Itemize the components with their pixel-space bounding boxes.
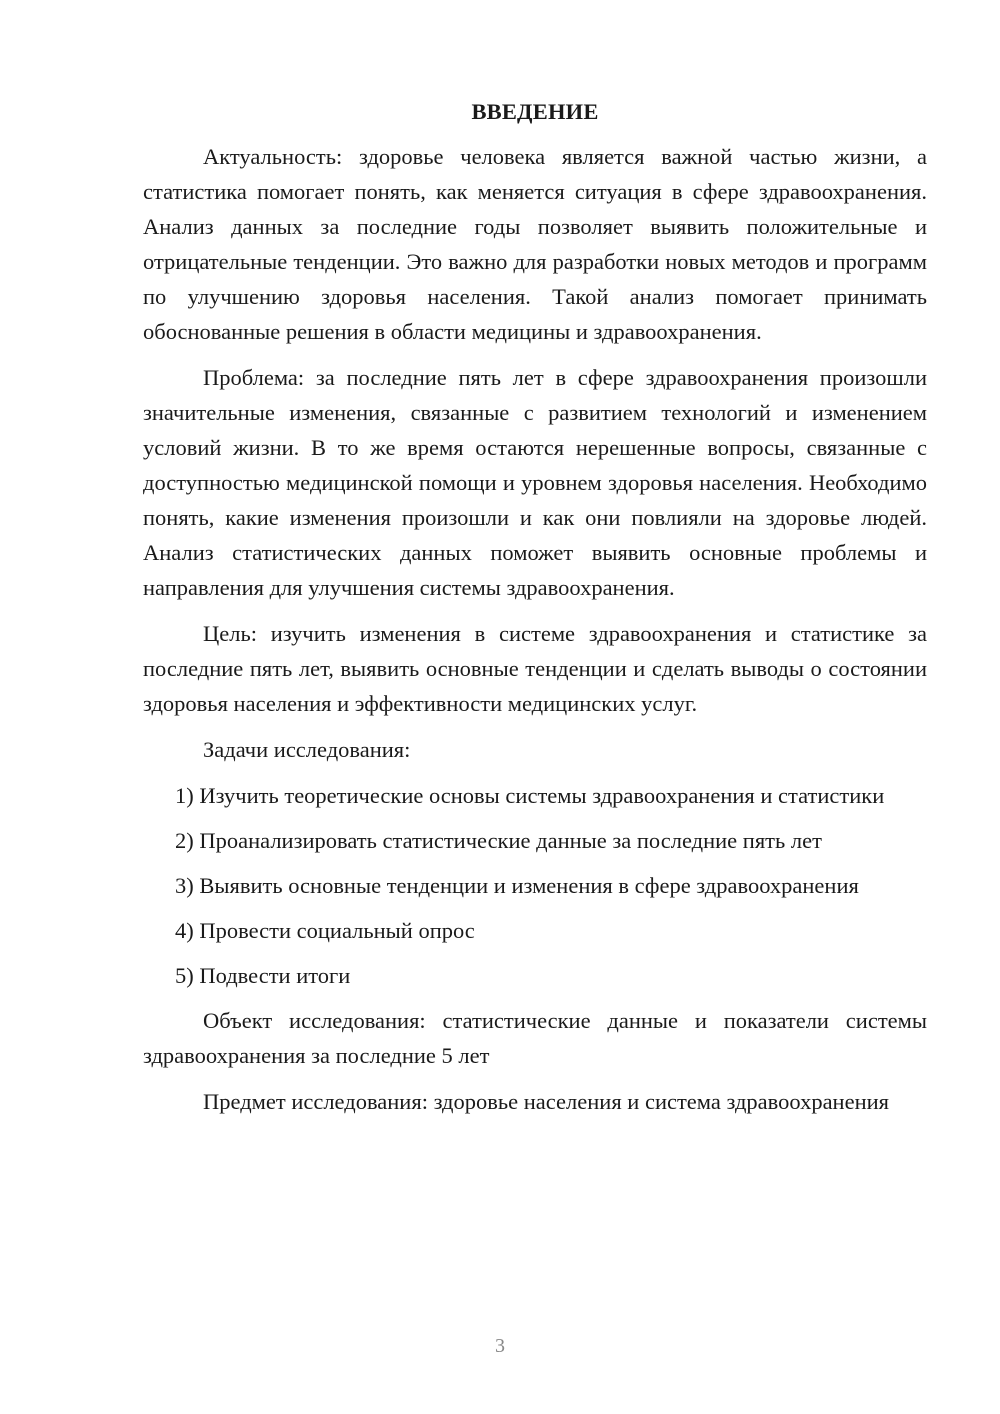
subject-paragraph: Предмет исследования: здоровье населения и система здравоохранения	[203, 1089, 890, 1114]
goal-paragraph: Цель: изучить изменения в системе здравоохранения и статистике за последние пять лет, выявить основные тенденции и сделать выводы о состоянии здоровья населения и эффективности медицинских услуг.	[143, 621, 927, 716]
tasks-heading: Задачи исследования:	[203, 737, 411, 762]
task-item-1: 1) Изучить теоретические основы системы здравоохранения и статистики	[175, 783, 885, 808]
task-item-5: 5) Подвести итоги	[175, 963, 351, 988]
task-item-2: 2) Проанализировать статистические данные за последние пять лет	[175, 828, 822, 853]
problem-paragraph: Проблема: за последние пять лет в сфере здравоохранения произошли значительные изменения, связанные с развитием технологий и изменением условий жизни. В то же время остаются нерешенные вопросы, связанные с доступностью медицинской помощи и уровнем здоровья населения. Необходимо понять, какие изменения произошли и как они повлияли на здоровье людей. Анализ статистических данных поможет выявить основные проблемы и направления для улучшения системы здравоохранения.	[143, 365, 927, 600]
task-item-4: 4) Провести социальный опрос	[175, 918, 475, 943]
relevance-paragraph: Актуальность: здоровье человека является важной частью жизни, а статистика помогает понять, как меняется ситуация в сфере здравоохранения. Анализ данных за последние годы позволяет выявить положительные и отрицательные тенденции. Это важно для разработки новых методов и программ по улучшению здоровья населения. Такой анализ помогает принимать обоснованные решения в области медицины и здравоохранения.	[143, 144, 927, 344]
object-paragraph: Объект исследования: статистические данные и показатели системы здравоохранения за последние 5 лет	[143, 1008, 927, 1068]
page-content	[143, 94, 927, 1130]
page-number: 3	[495, 1335, 505, 1357]
task-item-3: 3) Выявить основные тенденции и изменения в сфере здравоохранения	[175, 873, 859, 898]
section-title: ВВЕДЕНИЕ	[471, 99, 599, 124]
